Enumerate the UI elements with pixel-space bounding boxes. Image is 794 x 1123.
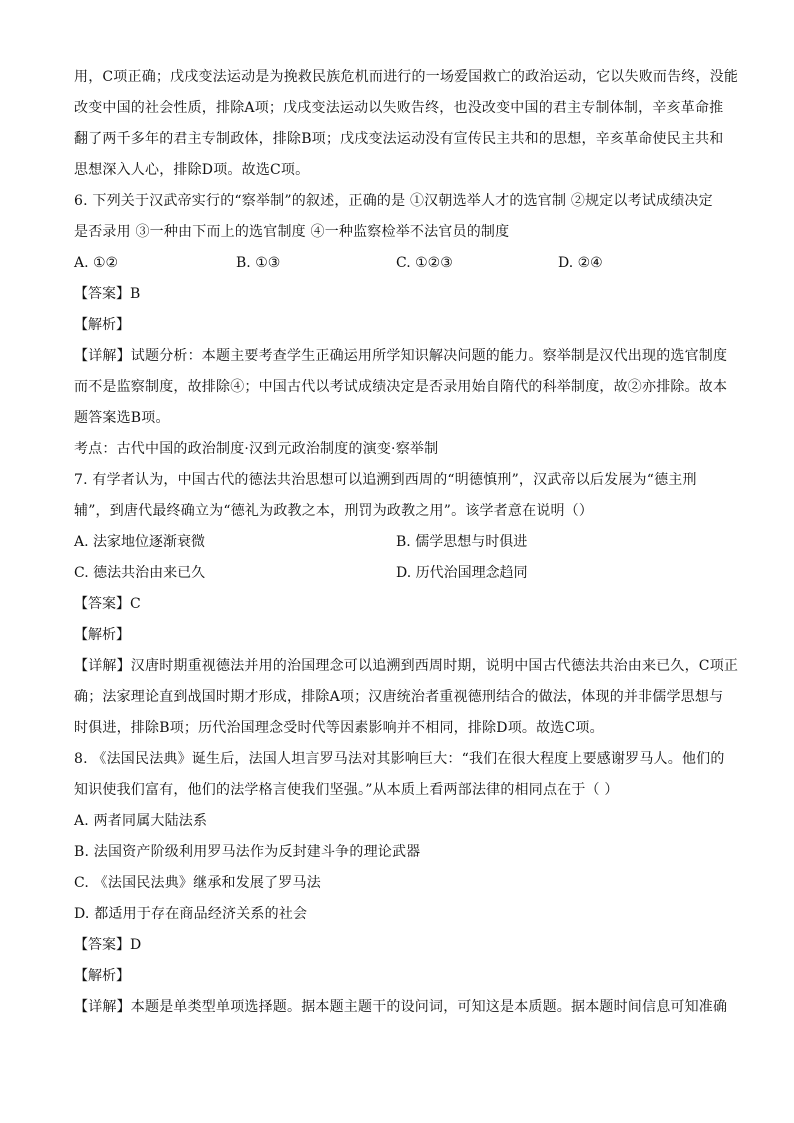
analysis-label: 【解析】 bbox=[74, 968, 130, 984]
text-line: 改变中国的社会性质，排除A项；戊戌变法运动以失败告终，也没改变中国的君主专制体制，辛亥革命推 bbox=[74, 100, 724, 116]
option-c: C. 《法国民法典》继承和发展了罗马法 bbox=[74, 875, 321, 891]
option-b: B. ①③ bbox=[236, 255, 281, 271]
detail-line: 而不是监察制度，故排除④；中国古代以考试成绩决定是否录用始自隋代的科举制度，故②亦排除。故本 bbox=[74, 379, 728, 395]
detail-line: 【详解】汉唐时期重视德法并用的治国理念可以追溯到西周时期，说明中国古代德法共治由来已久，C项正 bbox=[74, 658, 739, 674]
detail-line: 【详解】本题是单类型单项选择题。据本题主题干的设问词，可知这是本质题。据本题时间信息可知准确 bbox=[74, 999, 728, 1015]
prev-analysis bbox=[74, 62, 739, 186]
detail-line: 时俱进，排除B项；历代治国理念受时代等因素影响并不相同，排除D项。故选C项。 bbox=[74, 720, 604, 736]
answer-label: 【答案】D bbox=[74, 937, 142, 953]
question-8 bbox=[74, 744, 728, 1023]
option-b: B. 法国资产阶级利用罗马法作为反封建斗争的理论武器 bbox=[74, 844, 421, 860]
option-c: C. 德法共治由来已久 bbox=[74, 565, 206, 581]
detail-line: 题答案选B项。 bbox=[74, 410, 170, 426]
option-a: A. 法家地位逐渐衰微 bbox=[74, 534, 206, 550]
option-row bbox=[74, 248, 724, 279]
option-d: D. 都适用于存在商品经济关系的社会 bbox=[74, 906, 308, 922]
question-stem: 6. 下列关于汉武帝实行的“察举制”的叙述，正确的是 ①汉朝选举人才的选官制 ②规定以考试成绩决定 bbox=[74, 193, 713, 209]
analysis-label: 【解析】 bbox=[74, 317, 130, 333]
option-c: C. ①②③ bbox=[396, 255, 453, 271]
analysis-label: 【解析】 bbox=[74, 627, 130, 643]
document-page bbox=[74, 62, 739, 1023]
question-stem: 辅”，到唐代最终确立为“德礼为政教之本，刑罚为政教之用”。该学者意在说明（） bbox=[74, 503, 594, 519]
knowledge-point: 考点：古代中国的政治制度·汉到元政治制度的演变·察举制 bbox=[74, 441, 439, 457]
question-7 bbox=[74, 465, 739, 744]
answer-label: 【答案】B bbox=[74, 286, 141, 302]
detail-line: 【详解】试题分析：本题主要考查学生正确运用所学知识解决问题的能力。察举制是汉代出现的选官制度 bbox=[74, 348, 728, 364]
answer-label: 【答案】C bbox=[74, 596, 141, 612]
option-a: A. ①② bbox=[74, 255, 119, 271]
question-stem: 知识使我们富有，他们的法学格言使我们坚强。”从本质上看两部法律的相同点在于（ ） bbox=[74, 782, 619, 798]
question-stem: 7. 有学者认为，中国古代的德法共治思想可以追溯到西周的“明德慎刑”，汉武帝以后发展为“德主刑 bbox=[74, 472, 697, 488]
option-a: A. 两者同属大陆法系 bbox=[74, 813, 208, 829]
question-stem: 8. 《法国民法典》诞生后，法国人坦言罗马法对其影响巨大：“我们在很大程度上要感谢罗马人。他们的 bbox=[74, 751, 725, 767]
option-b: B. 儒学思想与时俱进 bbox=[396, 534, 528, 550]
question-6 bbox=[74, 186, 728, 465]
text-line: 翻了两千多年的君主专制政体，排除B项；戊戌变法运动没有宣传民主共和的思想，辛亥革命使民主共和 bbox=[74, 131, 724, 147]
text-line: 用，C项正确；戊戌变法运动是为挽救民族危机而进行的一场爱国救亡的政治运动，它以失败而告终，没能 bbox=[74, 69, 739, 85]
text-line: 思想深入人心，排除D项。故选C项。 bbox=[74, 162, 310, 178]
question-stem: 是否录用 ③一种由下而上的选官制度 ④一种监察检举不法官员的制度 bbox=[74, 224, 510, 240]
option-row bbox=[74, 527, 724, 558]
option-d: D. 历代治国理念趋同 bbox=[396, 565, 528, 581]
option-d: D. ②④ bbox=[558, 255, 603, 271]
detail-line: 确；法家理论直到战国时期才形成，排除A项；汉唐统治者重视德刑结合的做法，体现的并非儒学思想与 bbox=[74, 689, 724, 705]
option-row bbox=[74, 558, 724, 589]
